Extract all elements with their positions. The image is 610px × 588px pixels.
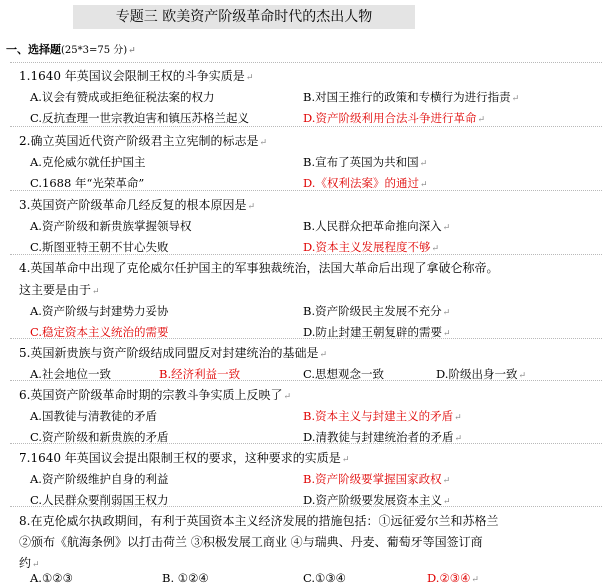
question-stem [19, 450, 349, 468]
answer-option [303, 429, 462, 447]
option-text: D.《权利法案》的通过 [303, 176, 419, 190]
question-text: 3.英国资产阶级革命几经反复的根本原因是 [19, 198, 247, 212]
return-arrow-icon: ↵ [247, 202, 255, 212]
answer-option [303, 570, 346, 586]
answer-option-correct [30, 324, 169, 340]
question-stem [19, 282, 100, 300]
option-text: B.资产阶级民主发展不充分 [303, 304, 442, 318]
return-arrow-icon: ↵ [419, 180, 428, 190]
return-arrow-icon: ↵ [92, 287, 100, 297]
question-text: ②颁布《航海条例》以打击荷兰 ③积极发展工商业 ④与瑞典、丹麦、葡萄牙等国签订商 [19, 535, 483, 549]
question-stem [19, 534, 483, 550]
option-text: A.社会地位一致 [30, 367, 111, 381]
answer-option [30, 570, 73, 586]
answer-option [30, 408, 157, 424]
option-text: C.稳定资本主义统治的需要 [30, 325, 169, 339]
question-text: 约 [19, 556, 32, 570]
return-arrow-icon: ↵ [341, 455, 350, 465]
answer-option [30, 154, 145, 170]
answer-option [162, 570, 209, 586]
return-arrow-icon: ↵ [259, 138, 267, 148]
return-arrow-icon: ↵ [442, 476, 451, 486]
option-text: C.思想观念一致 [303, 367, 385, 381]
return-arrow-icon: ↵ [477, 115, 486, 125]
option-text: C.反抗查理一世宗教迫害和镇压苏格兰起义 [30, 111, 250, 125]
answer-option [30, 366, 111, 382]
question-text: 5.英国新贵族与资产阶级结成同盟反对封建统治的基础是 [19, 346, 319, 360]
question-stem [19, 513, 498, 529]
option-text: C.人民群众要削弱国王权力 [30, 493, 169, 507]
return-arrow-icon: ↵ [419, 159, 428, 169]
answer-option-correct [303, 408, 462, 426]
answer-option [30, 429, 169, 445]
option-text: A.议会有赞成或拒绝征税法案的权力 [30, 90, 215, 104]
option-text: B.资产阶级要掌握国家政权 [303, 472, 442, 486]
option-text: B.人民群众把革命推向深入 [303, 219, 442, 233]
option-text: B.经济利益一致 [159, 367, 241, 381]
return-arrow-icon: ↵ [32, 560, 40, 570]
option-text: D.②③④ [427, 571, 471, 585]
question-text: 6.英国资产阶级革命时期的宗教斗争实质上反映了 [19, 388, 283, 402]
option-text: C.斯图亚特王朝不甘心失败 [30, 240, 169, 254]
answer-option-correct [159, 366, 240, 382]
return-arrow-icon: ↵ [442, 497, 451, 507]
option-text: A.资产阶级维护自身的利益 [30, 472, 169, 486]
return-arrow-icon: ↵ [454, 434, 463, 444]
option-text: D.阶级出身一致 [436, 367, 518, 381]
return-arrow-icon: ↵ [442, 308, 451, 318]
option-text: B. ①②④ [162, 571, 209, 585]
return-arrow-icon: ↵ [128, 46, 136, 56]
option-text: C.①③④ [303, 571, 346, 585]
answer-option [30, 239, 169, 255]
answer-option-correct [303, 175, 428, 193]
question-stem [19, 197, 255, 215]
answer-option-correct [303, 239, 439, 257]
option-text: B.资本主义与封建主义的矛盾 [303, 409, 454, 423]
question-text: 8.在克伦威尔执政期间，有利于英国资本主义经济发展的措施包括：①远征爱尔兰和苏格兰 [19, 514, 499, 528]
return-arrow-icon: ↵ [245, 73, 254, 83]
return-arrow-icon: ↵ [442, 329, 451, 339]
option-text: A.资产阶级与封建势力妥协 [30, 304, 169, 318]
answer-option [303, 366, 384, 382]
section-heading [6, 41, 136, 57]
option-text: D.清教徒与封建统治者的矛盾 [303, 430, 454, 444]
answer-option [30, 110, 249, 126]
section-score: (25*3=75 分) [61, 45, 128, 56]
question-text: 这主要是由于 [19, 283, 92, 297]
question-stem [19, 387, 291, 405]
option-text: B.宣布了英国为共和国 [303, 155, 419, 169]
answer-option [30, 218, 191, 234]
answer-option [30, 175, 144, 191]
question-stem [19, 133, 267, 151]
option-text: A.资产阶级和新贵族掌握领导权 [30, 219, 192, 233]
answer-option [436, 366, 526, 384]
option-text: B.对国王推行的政策和专横行为进行指责 [303, 90, 511, 104]
return-arrow-icon: ↵ [471, 575, 479, 585]
return-arrow-icon: ↵ [518, 371, 527, 381]
answer-option [303, 154, 427, 172]
return-arrow-icon: ↵ [442, 223, 451, 233]
section-heading-label: 一、选择题 [6, 43, 61, 56]
option-text: C.资产阶级和新贵族的矛盾 [30, 430, 169, 444]
question-text: 1.1640 年英国议会限制王权的斗争实质是 [19, 69, 245, 83]
question-stem [19, 345, 327, 363]
answer-option [30, 303, 168, 319]
answer-option [30, 492, 169, 508]
answer-option-correct [303, 471, 450, 489]
question-stem [19, 68, 253, 86]
option-text: A.①②③ [30, 571, 73, 585]
option-text: D.资产阶级利用合法斗争进行革命 [303, 111, 477, 125]
question-text: 2.确立英国近代资产阶级君主立宪制的标志是 [19, 134, 259, 148]
answer-option [303, 303, 450, 321]
option-text: D.防止封建王朝复辟的需要 [303, 325, 442, 339]
page-title: 专题三 欧美资产阶级革命时代的杰出人物 [73, 5, 415, 29]
return-arrow-icon: ↵ [283, 392, 291, 402]
return-arrow-icon: ↵ [454, 413, 462, 423]
dotted-divider [10, 62, 602, 63]
answer-option-correct [427, 570, 479, 588]
option-text: D.资本主义发展程度不够 [303, 240, 431, 254]
question-text: 7.1640 年英国议会提出限制王权的要求，这种要求的实质是 [19, 451, 341, 465]
question-stem [19, 260, 498, 276]
answer-option [303, 492, 451, 510]
option-text: A.国教徒与清教徒的矛盾 [30, 409, 157, 423]
answer-option [303, 324, 451, 342]
return-arrow-icon: ↵ [319, 350, 327, 360]
return-arrow-icon: ↵ [431, 244, 440, 254]
answer-option-correct [303, 110, 485, 128]
option-text: C.1688 年“光荣革命” [30, 176, 145, 190]
answer-option [30, 89, 214, 105]
answer-option [303, 218, 450, 236]
question-text: 4.英国革命中出现了克伦威尔任护国主的军事独裁统治，法国大革命后出现了拿破仑称帝。 [19, 261, 499, 275]
answer-option [30, 471, 168, 487]
answer-option [303, 89, 519, 107]
return-arrow-icon: ↵ [511, 94, 520, 104]
option-text: A.克伦威尔就任护国主 [30, 155, 146, 169]
option-text: D.资产阶级要发展资本主义 [303, 493, 442, 507]
